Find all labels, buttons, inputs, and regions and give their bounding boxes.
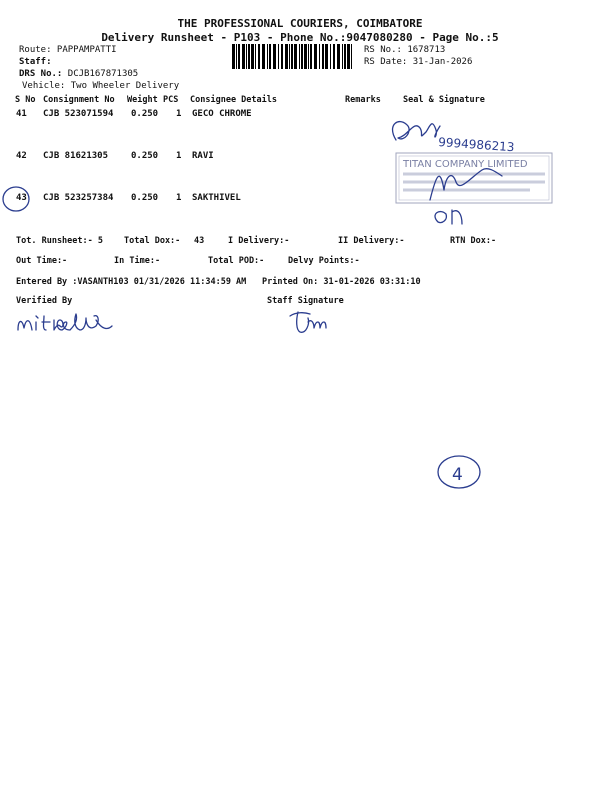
row-consignee: SAKTHIVEL: [192, 193, 241, 203]
row-consignment: CJB 81621305: [43, 151, 109, 161]
col-weight: Weight: [127, 95, 158, 105]
verified-signature: [18, 314, 112, 330]
company-title: THE PROFESSIONAL COURIERS, COIMBATORE: [177, 17, 423, 30]
i-delivery: I Delivery:-: [228, 236, 290, 246]
route-label: Route: PAPPAMPATTI: [19, 45, 117, 55]
rtn-dox: RTN Dox:-: [450, 236, 497, 246]
phone-note: 9994986213: [437, 135, 515, 155]
row-weight: 0.250: [131, 109, 159, 119]
drs-value: DCJB167871305: [67, 69, 139, 79]
col-seal: Seal & Signature: [403, 95, 485, 105]
verified-by-label: Verified By: [16, 296, 73, 306]
row-pcs: 1: [176, 109, 182, 119]
tot-runsheet: Tot. Runsheet:- 5: [16, 236, 103, 246]
company-stamp: [396, 153, 552, 203]
rs-date: RS Date: 31-Jan-2026: [364, 57, 473, 67]
row-sno: 41: [16, 109, 27, 119]
ii-delivery: II Delivery:-: [338, 236, 405, 246]
handwritten-signature: [393, 122, 440, 140]
total-pod: Total POD:-: [208, 256, 265, 266]
staff-signature: [290, 312, 326, 332]
row-consignee: RAVI: [192, 151, 214, 161]
row-consignment: CJB 523071594: [43, 109, 114, 119]
row-pcs: 1: [176, 151, 182, 161]
total-dox-label: Total Dox:-: [124, 236, 181, 246]
staff-signature-label: Staff Signature: [267, 296, 344, 306]
total-dox-value: 43: [194, 236, 205, 246]
circled-page-number: 4: [452, 465, 463, 485]
col-sno: S No: [15, 95, 36, 105]
col-pcs: PCS: [163, 95, 179, 105]
col-consignee: Consignee Details: [190, 95, 277, 105]
entered-by: Entered By :VASANTH103 01/31/2026 11:34:59 AM: [16, 277, 247, 287]
initials-mark: [435, 210, 462, 224]
row-weight: 0.250: [131, 151, 159, 161]
in-time: In Time:-: [114, 256, 161, 266]
row-sno: 42: [16, 151, 27, 161]
row-consignment: CJB 523257384: [43, 193, 114, 203]
printed-on: Printed On: 31-01-2026 03:31:10: [262, 277, 421, 287]
vehicle-label: Vehicle: Two Wheeler Delivery: [22, 81, 180, 91]
out-time: Out Time:-: [16, 256, 68, 266]
circle-mark: [3, 187, 29, 211]
staff-label: Staff:: [19, 57, 52, 67]
rs-number: RS No.: 1678713: [364, 45, 446, 55]
col-consignment: Consignment No: [43, 95, 115, 105]
row-sno: 43: [16, 193, 27, 203]
row-consignee: GECO CHROME: [192, 109, 252, 119]
drs-label: DRS No.:: [19, 69, 63, 79]
delvy-points: Delvy Points:-: [288, 256, 360, 266]
col-remarks: Remarks: [345, 95, 381, 105]
row-weight: 0.250: [131, 193, 159, 203]
runsheet-title: Delivery Runsheet - P103 - Phone No.:9047080280 - Page No.:5: [101, 31, 499, 44]
row-pcs: 1: [176, 193, 182, 203]
stamp-title: TITAN COMPANY LIMITED: [403, 159, 528, 170]
